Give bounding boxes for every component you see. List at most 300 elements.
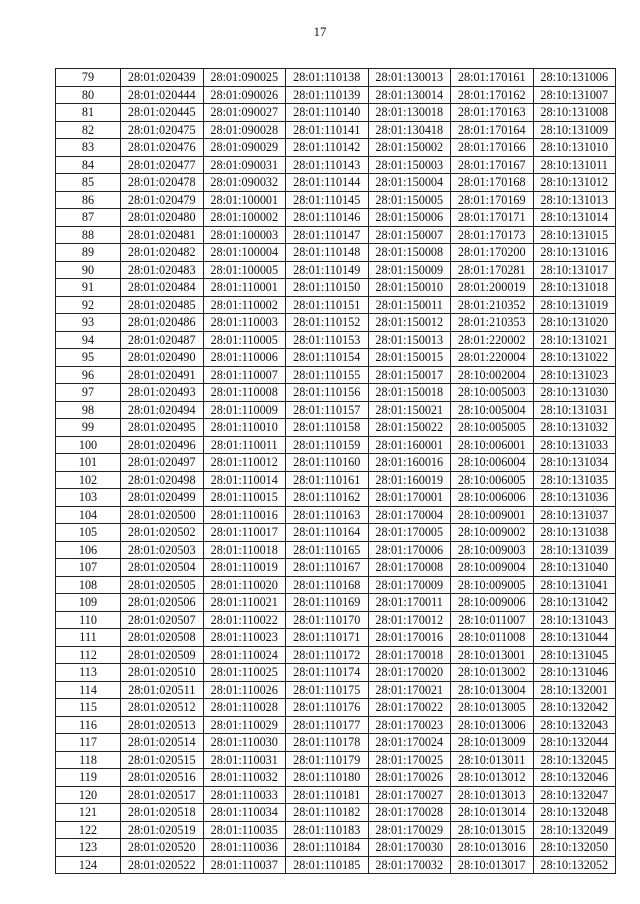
cadastral-number-cell: 28:01:110158 bbox=[286, 419, 369, 437]
cadastral-number-cell: 28:01:170022 bbox=[368, 699, 451, 717]
cadastral-number-cell: 28:01:020510 bbox=[121, 664, 204, 682]
cadastral-number-cell: 28:01:110185 bbox=[286, 856, 369, 874]
cadastral-number-cell: 28:10:131032 bbox=[533, 419, 616, 437]
cadastral-number-cell: 28:10:002004 bbox=[451, 366, 534, 384]
table-row bbox=[56, 611, 616, 629]
cadastral-number-cell: 28:10:132043 bbox=[533, 716, 616, 734]
table-row bbox=[56, 209, 616, 227]
cadastral-number-cell: 28:01:110021 bbox=[203, 594, 286, 612]
cadastral-number-cell: 28:01:110022 bbox=[203, 611, 286, 629]
cadastral-number-cell: 28:01:170030 bbox=[368, 839, 451, 857]
table-row bbox=[56, 541, 616, 559]
cadastral-number-cell: 28:10:009003 bbox=[451, 541, 534, 559]
cadastral-number-cell: 28:01:150018 bbox=[368, 384, 451, 402]
cadastral-number-cell: 28:01:170009 bbox=[368, 576, 451, 594]
cadastral-number-cell: 28:10:131035 bbox=[533, 471, 616, 489]
cadastral-number-cell: 28:01:110153 bbox=[286, 331, 369, 349]
cadastral-number-cell: 28:01:160001 bbox=[368, 436, 451, 454]
cadastral-number-cell: 28:01:150012 bbox=[368, 314, 451, 332]
cadastral-number-cell: 28:10:131013 bbox=[533, 191, 616, 209]
cadastral-number-cell: 28:10:013002 bbox=[451, 664, 534, 682]
table-row bbox=[56, 664, 616, 682]
cadastral-number-cell: 28:10:006005 bbox=[451, 471, 534, 489]
cadastral-number-cell: 28:01:020498 bbox=[121, 471, 204, 489]
cadastral-number-cell: 28:01:170169 bbox=[451, 191, 534, 209]
cadastral-number-cell: 28:01:020514 bbox=[121, 734, 204, 752]
cadastral-number-cell: 28:10:131015 bbox=[533, 226, 616, 244]
row-number-cell: 124 bbox=[56, 856, 121, 874]
cadastral-number-cell: 28:01:110165 bbox=[286, 541, 369, 559]
table-row bbox=[56, 594, 616, 612]
cadastral-number-cell: 28:01:020508 bbox=[121, 629, 204, 647]
cadastral-number-cell: 28:01:130018 bbox=[368, 104, 451, 122]
cadastral-number-cell: 28:10:013009 bbox=[451, 734, 534, 752]
table-row bbox=[56, 821, 616, 839]
cadastral-number-cell: 28:01:110017 bbox=[203, 524, 286, 542]
cadastral-number-cell: 28:01:020506 bbox=[121, 594, 204, 612]
table-row bbox=[56, 139, 616, 157]
cadastral-number-cell: 28:01:170004 bbox=[368, 506, 451, 524]
cadastral-number-cell: 28:01:110163 bbox=[286, 506, 369, 524]
cadastral-number-cell: 28:01:020496 bbox=[121, 436, 204, 454]
cadastral-number-cell: 28:10:131022 bbox=[533, 349, 616, 367]
cadastral-number-cell: 28:10:132045 bbox=[533, 751, 616, 769]
cadastral-number-cell: 28:01:110028 bbox=[203, 699, 286, 717]
cadastral-number-cell: 28:01:110036 bbox=[203, 839, 286, 857]
cadastral-number-cell: 28:10:005005 bbox=[451, 419, 534, 437]
cadastral-number-cell: 28:01:020515 bbox=[121, 751, 204, 769]
cadastral-number-cell: 28:01:020484 bbox=[121, 279, 204, 297]
table-row bbox=[56, 559, 616, 577]
cadastral-number-cell: 28:01:020482 bbox=[121, 244, 204, 262]
cadastral-number-cell: 28:01:110138 bbox=[286, 69, 369, 87]
row-number-cell: 115 bbox=[56, 699, 121, 717]
row-number-cell: 83 bbox=[56, 139, 121, 157]
table-row bbox=[56, 629, 616, 647]
cadastral-number-cell: 28:01:020479 bbox=[121, 191, 204, 209]
row-number-cell: 116 bbox=[56, 716, 121, 734]
cadastral-number-cell: 28:01:160016 bbox=[368, 454, 451, 472]
cadastral-number-cell: 28:01:150013 bbox=[368, 331, 451, 349]
row-number-cell: 103 bbox=[56, 489, 121, 507]
cadastral-number-cell: 28:01:020494 bbox=[121, 401, 204, 419]
cadastral-number-cell: 28:01:170161 bbox=[451, 69, 534, 87]
table-body bbox=[56, 69, 616, 874]
cadastral-number-cell: 28:01:110030 bbox=[203, 734, 286, 752]
cadastral-number-cell: 28:10:005004 bbox=[451, 401, 534, 419]
cadastral-number-cell: 28:01:170029 bbox=[368, 821, 451, 839]
table-row bbox=[56, 839, 616, 857]
cadastral-number-cell: 28:10:005003 bbox=[451, 384, 534, 402]
cadastral-number-cell: 28:01:100005 bbox=[203, 261, 286, 279]
cadastral-number-cell: 28:10:131021 bbox=[533, 331, 616, 349]
table-row bbox=[56, 226, 616, 244]
cadastral-number-cell: 28:01:110161 bbox=[286, 471, 369, 489]
row-number-cell: 104 bbox=[56, 506, 121, 524]
cadastral-number-cell: 28:01:110151 bbox=[286, 296, 369, 314]
cadastral-number-cell: 28:01:020491 bbox=[121, 366, 204, 384]
table-row bbox=[56, 104, 616, 122]
row-number-cell: 110 bbox=[56, 611, 121, 629]
cadastral-number-cell: 28:01:110003 bbox=[203, 314, 286, 332]
cadastral-number-cell: 28:01:110014 bbox=[203, 471, 286, 489]
cadastral-number-cell: 28:01:170173 bbox=[451, 226, 534, 244]
cadastral-number-cell: 28:10:131036 bbox=[533, 489, 616, 507]
row-number-cell: 99 bbox=[56, 419, 121, 437]
cadastral-number-cell: 28:10:131037 bbox=[533, 506, 616, 524]
cadastral-number-cell: 28:01:020503 bbox=[121, 541, 204, 559]
cadastral-number-cell: 28:10:009005 bbox=[451, 576, 534, 594]
cadastral-number-cell: 28:01:170025 bbox=[368, 751, 451, 769]
row-number-cell: 85 bbox=[56, 174, 121, 192]
table-row bbox=[56, 856, 616, 874]
cadastral-number-cell: 28:10:132052 bbox=[533, 856, 616, 874]
cadastral-number-cell: 28:10:132044 bbox=[533, 734, 616, 752]
cadastral-number-cell: 28:01:110005 bbox=[203, 331, 286, 349]
cadastral-number-cell: 28:01:170168 bbox=[451, 174, 534, 192]
cadastral-number-cell: 28:01:210353 bbox=[451, 314, 534, 332]
cadastral-number-cell: 28:01:110019 bbox=[203, 559, 286, 577]
cadastral-number-cell: 28:10:131007 bbox=[533, 86, 616, 104]
cadastral-number-cell: 28:01:110180 bbox=[286, 769, 369, 787]
cadastral-number-cell: 28:01:110002 bbox=[203, 296, 286, 314]
cadastral-number-cell: 28:01:170008 bbox=[368, 559, 451, 577]
cadastral-number-cell: 28:10:131020 bbox=[533, 314, 616, 332]
cadastral-number-cell: 28:01:110142 bbox=[286, 139, 369, 157]
cadastral-number-cell: 28:10:131038 bbox=[533, 524, 616, 542]
row-number-cell: 94 bbox=[56, 331, 121, 349]
table-row bbox=[56, 419, 616, 437]
cadastral-number-cell: 28:10:132049 bbox=[533, 821, 616, 839]
row-number-cell: 107 bbox=[56, 559, 121, 577]
cadastral-number-cell: 28:10:131012 bbox=[533, 174, 616, 192]
cadastral-number-cell: 28:01:100001 bbox=[203, 191, 286, 209]
table-row bbox=[56, 261, 616, 279]
cadastral-number-cell: 28:10:131014 bbox=[533, 209, 616, 227]
cadastral-number-cell: 28:10:131039 bbox=[533, 541, 616, 559]
cadastral-number-cell: 28:01:090025 bbox=[203, 69, 286, 87]
cadastral-number-cell: 28:01:110159 bbox=[286, 436, 369, 454]
table-row bbox=[56, 804, 616, 822]
cadastral-number-cell: 28:01:110139 bbox=[286, 86, 369, 104]
table-row bbox=[56, 156, 616, 174]
cadastral-number-cell: 28:01:020445 bbox=[121, 104, 204, 122]
cadastral-number-cell: 28:10:131018 bbox=[533, 279, 616, 297]
cadastral-number-cell: 28:01:170167 bbox=[451, 156, 534, 174]
cadastral-number-cell: 28:01:170021 bbox=[368, 681, 451, 699]
table-row bbox=[56, 366, 616, 384]
cadastral-number-cell: 28:01:020439 bbox=[121, 69, 204, 87]
cadastral-number-cell: 28:01:020512 bbox=[121, 699, 204, 717]
cadastral-number-cell: 28:01:150011 bbox=[368, 296, 451, 314]
cadastral-number-cell: 28:01:110168 bbox=[286, 576, 369, 594]
cadastral-number-cell: 28:01:150017 bbox=[368, 366, 451, 384]
cadastral-number-cell: 28:01:110020 bbox=[203, 576, 286, 594]
cadastral-number-cell: 28:10:131009 bbox=[533, 121, 616, 139]
row-number-cell: 109 bbox=[56, 594, 121, 612]
row-number-cell: 106 bbox=[56, 541, 121, 559]
cadastral-number-cell: 28:01:110154 bbox=[286, 349, 369, 367]
cadastral-number-cell: 28:01:150002 bbox=[368, 139, 451, 157]
cadastral-number-cell: 28:10:013005 bbox=[451, 699, 534, 717]
cadastral-number-cell: 28:10:013014 bbox=[451, 804, 534, 822]
cadastral-number-cell: 28:10:131041 bbox=[533, 576, 616, 594]
cadastral-number-cell: 28:10:131045 bbox=[533, 646, 616, 664]
table-row bbox=[56, 699, 616, 717]
row-number-cell: 92 bbox=[56, 296, 121, 314]
cadastral-number-cell: 28:01:110018 bbox=[203, 541, 286, 559]
cadastral-number-cell: 28:01:170005 bbox=[368, 524, 451, 542]
cadastral-number-cell: 28:10:131023 bbox=[533, 366, 616, 384]
cadastral-number-cell: 28:01:110034 bbox=[203, 804, 286, 822]
cadastral-number-cell: 28:01:110025 bbox=[203, 664, 286, 682]
table-row bbox=[56, 646, 616, 664]
cadastral-number-cell: 28:01:110156 bbox=[286, 384, 369, 402]
cadastral-number-cell: 28:01:170200 bbox=[451, 244, 534, 262]
cadastral-number-cell: 28:01:020481 bbox=[121, 226, 204, 244]
table-row bbox=[56, 314, 616, 332]
cadastral-number-cell: 28:01:170164 bbox=[451, 121, 534, 139]
cadastral-number-cell: 28:01:110029 bbox=[203, 716, 286, 734]
cadastral-number-cell: 28:01:150022 bbox=[368, 419, 451, 437]
cadastral-number-cell: 28:01:020504 bbox=[121, 559, 204, 577]
cadastral-number-cell: 28:01:110182 bbox=[286, 804, 369, 822]
cadastral-number-cell: 28:10:009002 bbox=[451, 524, 534, 542]
table-row bbox=[56, 401, 616, 419]
cadastral-number-cell: 28:01:110035 bbox=[203, 821, 286, 839]
cadastral-number-cell: 28:10:013016 bbox=[451, 839, 534, 857]
cadastral-number-cell: 28:01:110033 bbox=[203, 786, 286, 804]
row-number-cell: 90 bbox=[56, 261, 121, 279]
cadastral-number-cell: 28:10:131006 bbox=[533, 69, 616, 87]
table-row bbox=[56, 244, 616, 262]
row-number-cell: 89 bbox=[56, 244, 121, 262]
cadastral-number-cell: 28:01:110170 bbox=[286, 611, 369, 629]
cadastral-number-cell: 28:01:110016 bbox=[203, 506, 286, 524]
cadastral-number-cell: 28:01:150010 bbox=[368, 279, 451, 297]
cadastral-number-cell: 28:10:131034 bbox=[533, 454, 616, 472]
cadastral-number-cell: 28:01:020511 bbox=[121, 681, 204, 699]
cadastral-number-cell: 28:10:131043 bbox=[533, 611, 616, 629]
row-number-cell: 117 bbox=[56, 734, 121, 752]
cadastral-number-cell: 28:10:131008 bbox=[533, 104, 616, 122]
cadastral-number-cell: 28:01:110175 bbox=[286, 681, 369, 699]
cadastral-number-cell: 28:01:090026 bbox=[203, 86, 286, 104]
cadastral-number-cell: 28:01:020483 bbox=[121, 261, 204, 279]
table-row bbox=[56, 69, 616, 87]
row-number-cell: 84 bbox=[56, 156, 121, 174]
cadastral-number-cell: 28:01:020478 bbox=[121, 174, 204, 192]
cadastral-number-cell: 28:01:110160 bbox=[286, 454, 369, 472]
row-number-cell: 122 bbox=[56, 821, 121, 839]
row-number-cell: 95 bbox=[56, 349, 121, 367]
cadastral-number-cell: 28:01:110157 bbox=[286, 401, 369, 419]
cadastral-number-cell: 28:01:150006 bbox=[368, 209, 451, 227]
cadastral-number-cell: 28:01:090029 bbox=[203, 139, 286, 157]
cadastral-number-cell: 28:01:110008 bbox=[203, 384, 286, 402]
cadastral-number-cell: 28:01:110162 bbox=[286, 489, 369, 507]
table-row bbox=[56, 576, 616, 594]
cadastral-number-cell: 28:10:013006 bbox=[451, 716, 534, 734]
cadastral-number-cell: 28:01:170011 bbox=[368, 594, 451, 612]
cadastral-number-cell: 28:01:170006 bbox=[368, 541, 451, 559]
cadastral-number-cell: 28:01:110026 bbox=[203, 681, 286, 699]
cadastral-number-cell: 28:01:090031 bbox=[203, 156, 286, 174]
cadastral-number-cell: 28:01:020475 bbox=[121, 121, 204, 139]
cadastral-number-cell: 28:10:011008 bbox=[451, 629, 534, 647]
table-row bbox=[56, 436, 616, 454]
cadastral-number-cell: 28:10:132048 bbox=[533, 804, 616, 822]
cadastral-number-cell: 28:10:006006 bbox=[451, 489, 534, 507]
row-number-cell: 113 bbox=[56, 664, 121, 682]
cadastral-number-cell: 28:10:013011 bbox=[451, 751, 534, 769]
cadastral-number-cell: 28:01:020513 bbox=[121, 716, 204, 734]
cadastral-number-cell: 28:10:009006 bbox=[451, 594, 534, 612]
cadastral-number-cell: 28:10:131042 bbox=[533, 594, 616, 612]
table-row bbox=[56, 524, 616, 542]
cadastral-number-cell: 28:01:020516 bbox=[121, 769, 204, 787]
cadastral-number-cell: 28:01:210352 bbox=[451, 296, 534, 314]
cadastral-number-cell: 28:10:013012 bbox=[451, 769, 534, 787]
cadastral-number-cell: 28:01:150007 bbox=[368, 226, 451, 244]
cadastral-number-cell: 28:01:170012 bbox=[368, 611, 451, 629]
cadastral-number-cell: 28:01:110023 bbox=[203, 629, 286, 647]
table-row bbox=[56, 489, 616, 507]
cadastral-number-cell: 28:01:110183 bbox=[286, 821, 369, 839]
cadastral-number-cell: 28:01:090027 bbox=[203, 104, 286, 122]
row-number-cell: 97 bbox=[56, 384, 121, 402]
cadastral-number-cell: 28:01:110006 bbox=[203, 349, 286, 367]
page-number: 17 bbox=[313, 24, 327, 39]
cadastral-number-cell: 28:01:110009 bbox=[203, 401, 286, 419]
cadastral-number-cell: 28:01:130014 bbox=[368, 86, 451, 104]
cadastral-number-cell: 28:01:130013 bbox=[368, 69, 451, 87]
cadastral-number-cell: 28:01:130418 bbox=[368, 121, 451, 139]
cadastral-number-cell: 28:01:170026 bbox=[368, 769, 451, 787]
cadastral-number-cell: 28:01:170028 bbox=[368, 804, 451, 822]
cadastral-number-cell: 28:01:110178 bbox=[286, 734, 369, 752]
cadastral-number-cell: 28:10:013013 bbox=[451, 786, 534, 804]
cadastral-number-cell: 28:01:150009 bbox=[368, 261, 451, 279]
table-row bbox=[56, 384, 616, 402]
cadastral-number-cell: 28:01:020444 bbox=[121, 86, 204, 104]
cadastral-number-cell: 28:10:013001 bbox=[451, 646, 534, 664]
cadastral-number-cell: 28:01:110143 bbox=[286, 156, 369, 174]
cadastral-number-cell: 28:10:131016 bbox=[533, 244, 616, 262]
cadastral-number-cell: 28:01:110172 bbox=[286, 646, 369, 664]
cadastral-number-cell: 28:10:131040 bbox=[533, 559, 616, 577]
cadastral-number-cell: 28:01:170163 bbox=[451, 104, 534, 122]
cadastral-number-cell: 28:10:132046 bbox=[533, 769, 616, 787]
cadastral-number-cell: 28:01:100004 bbox=[203, 244, 286, 262]
cadastral-number-cell: 28:01:110174 bbox=[286, 664, 369, 682]
cadastral-number-cell: 28:01:150005 bbox=[368, 191, 451, 209]
cadastral-number-cell: 28:01:170023 bbox=[368, 716, 451, 734]
cadastral-number-cell: 28:01:110141 bbox=[286, 121, 369, 139]
cadastral-table bbox=[55, 68, 616, 874]
row-number-cell: 123 bbox=[56, 839, 121, 857]
cadastral-number-cell: 28:01:110150 bbox=[286, 279, 369, 297]
table-row bbox=[56, 349, 616, 367]
cadastral-number-cell: 28:01:110037 bbox=[203, 856, 286, 874]
cadastral-number-cell: 28:01:170281 bbox=[451, 261, 534, 279]
table-row bbox=[56, 296, 616, 314]
cadastral-number-cell: 28:01:110001 bbox=[203, 279, 286, 297]
row-number-cell: 111 bbox=[56, 629, 121, 647]
cadastral-number-cell: 28:01:110152 bbox=[286, 314, 369, 332]
cadastral-number-cell: 28:01:020495 bbox=[121, 419, 204, 437]
cadastral-number-cell: 28:01:110179 bbox=[286, 751, 369, 769]
table-row bbox=[56, 454, 616, 472]
cadastral-number-cell: 28:01:170171 bbox=[451, 209, 534, 227]
cadastral-number-cell: 28:10:132042 bbox=[533, 699, 616, 717]
cadastral-number-cell: 28:01:110031 bbox=[203, 751, 286, 769]
cadastral-number-cell: 28:01:020487 bbox=[121, 331, 204, 349]
cadastral-number-cell: 28:10:006001 bbox=[451, 436, 534, 454]
cadastral-number-cell: 28:01:110184 bbox=[286, 839, 369, 857]
cadastral-number-cell: 28:01:020522 bbox=[121, 856, 204, 874]
cadastral-number-cell: 28:01:170001 bbox=[368, 489, 451, 507]
row-number-cell: 120 bbox=[56, 786, 121, 804]
cadastral-number-cell: 28:01:170162 bbox=[451, 86, 534, 104]
cadastral-number-cell: 28:10:131010 bbox=[533, 139, 616, 157]
cadastral-number-cell: 28:10:013015 bbox=[451, 821, 534, 839]
cadastral-number-cell: 28:01:020500 bbox=[121, 506, 204, 524]
table-row bbox=[56, 769, 616, 787]
cadastral-number-cell: 28:10:131030 bbox=[533, 384, 616, 402]
row-number-cell: 86 bbox=[56, 191, 121, 209]
cadastral-number-cell: 28:01:110164 bbox=[286, 524, 369, 542]
row-number-cell: 96 bbox=[56, 366, 121, 384]
row-number-cell: 87 bbox=[56, 209, 121, 227]
row-number-cell: 112 bbox=[56, 646, 121, 664]
row-number-cell: 100 bbox=[56, 436, 121, 454]
table-row bbox=[56, 786, 616, 804]
cadastral-number-cell: 28:01:020517 bbox=[121, 786, 204, 804]
cadastral-number-cell: 28:01:150003 bbox=[368, 156, 451, 174]
cadastral-number-cell: 28:01:170032 bbox=[368, 856, 451, 874]
row-number-cell: 80 bbox=[56, 86, 121, 104]
cadastral-number-cell: 28:10:131046 bbox=[533, 664, 616, 682]
cadastral-number-cell: 28:01:020507 bbox=[121, 611, 204, 629]
cadastral-number-cell: 28:01:020520 bbox=[121, 839, 204, 857]
cadastral-number-cell: 28:10:009004 bbox=[451, 559, 534, 577]
row-number-cell: 81 bbox=[56, 104, 121, 122]
cadastral-number-cell: 28:01:170016 bbox=[368, 629, 451, 647]
cadastral-number-cell: 28:10:132001 bbox=[533, 681, 616, 699]
cadastral-number-cell: 28:01:020480 bbox=[121, 209, 204, 227]
cadastral-number-cell: 28:10:131031 bbox=[533, 401, 616, 419]
cadastral-number-cell: 28:01:100003 bbox=[203, 226, 286, 244]
row-number-cell: 102 bbox=[56, 471, 121, 489]
cadastral-number-cell: 28:01:110149 bbox=[286, 261, 369, 279]
cadastral-number-cell: 28:01:020518 bbox=[121, 804, 204, 822]
cadastral-number-cell: 28:10:013017 bbox=[451, 856, 534, 874]
table-row bbox=[56, 121, 616, 139]
cadastral-number-cell: 28:10:009001 bbox=[451, 506, 534, 524]
cadastral-number-cell: 28:01:110148 bbox=[286, 244, 369, 262]
cadastral-number-cell: 28:10:131044 bbox=[533, 629, 616, 647]
row-number-cell: 91 bbox=[56, 279, 121, 297]
cadastral-number-cell: 28:10:011007 bbox=[451, 611, 534, 629]
cadastral-number-cell: 28:01:110010 bbox=[203, 419, 286, 437]
cadastral-number-cell: 28:01:020499 bbox=[121, 489, 204, 507]
row-number-cell: 114 bbox=[56, 681, 121, 699]
cadastral-number-cell: 28:01:020493 bbox=[121, 384, 204, 402]
cadastral-number-cell: 28:01:110155 bbox=[286, 366, 369, 384]
table-row bbox=[56, 681, 616, 699]
cadastral-number-cell: 28:01:110011 bbox=[203, 436, 286, 454]
